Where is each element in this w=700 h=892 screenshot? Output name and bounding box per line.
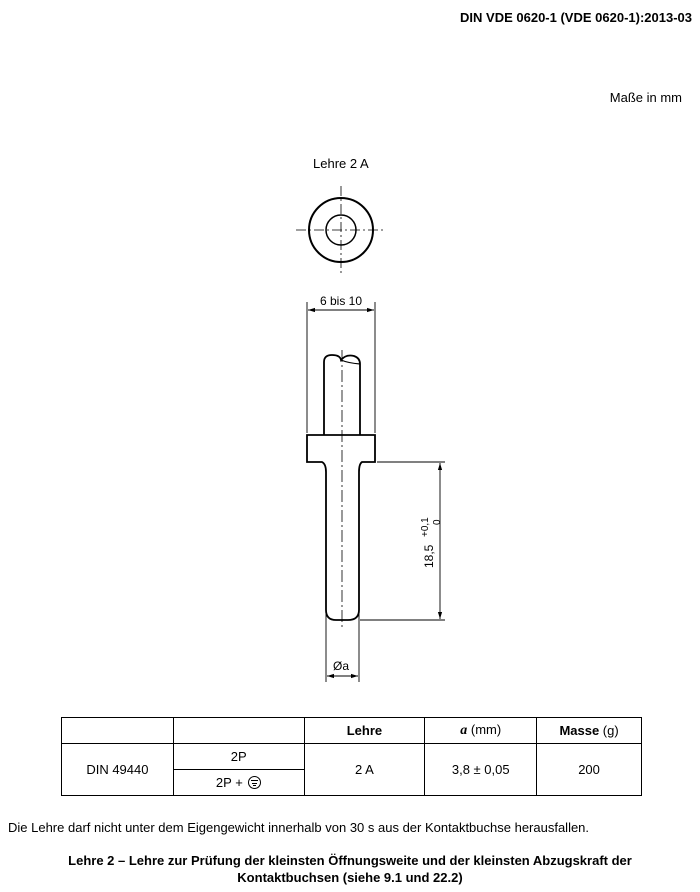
earth-ground-icon bbox=[248, 776, 261, 789]
cell-masse: 200 bbox=[537, 744, 642, 796]
standard-header: DIN VDE 0620-1 (VDE 0620-1):2013-03 bbox=[460, 10, 692, 25]
dimension-width-label: 6 bis 10 bbox=[320, 294, 363, 308]
cell-lehre: 2 A bbox=[304, 744, 425, 796]
header-a-symbol: a bbox=[460, 723, 468, 738]
gauge-side-view bbox=[307, 350, 375, 630]
dimension-diameter-label: Øa bbox=[333, 659, 350, 673]
cell-variant-2-label: 2P + bbox=[215, 775, 243, 790]
units-label: Maße in mm bbox=[609, 90, 682, 105]
tolerance-lower: 0 bbox=[432, 519, 443, 525]
header-a bbox=[425, 718, 537, 744]
header-masse-label: Masse bbox=[559, 723, 600, 738]
tolerance-upper: +0,1 bbox=[420, 517, 431, 537]
caption-line-1: Lehre 2 – Lehre zur Prüfung der kleinsten Öffnungsweite und der kleinsten Abzugskraft der bbox=[68, 853, 632, 868]
gauge-top-view bbox=[296, 186, 386, 274]
cell-standard: DIN 49440 bbox=[62, 744, 174, 796]
header-lehre: Lehre bbox=[304, 718, 425, 744]
gauge-title: Lehre 2 A bbox=[313, 156, 369, 171]
table-row bbox=[62, 744, 642, 770]
header-cell-empty-1 bbox=[62, 718, 174, 744]
header-masse bbox=[537, 718, 642, 744]
dimension-length-label: 18,5 bbox=[422, 544, 436, 568]
cell-a: 3,8 ± 0,05 bbox=[425, 744, 537, 796]
cell-variant-2 bbox=[173, 770, 304, 796]
figure-caption bbox=[0, 852, 700, 886]
header-masse-unit: (g) bbox=[599, 723, 619, 738]
header-cell-empty-2 bbox=[173, 718, 304, 744]
dimension-width bbox=[307, 302, 375, 433]
cell-variant-1: 2P bbox=[173, 744, 304, 770]
caption-line-2: Kontaktbuchsen (siehe 9.1 und 22.2) bbox=[237, 870, 463, 885]
header-a-unit: (mm) bbox=[467, 722, 502, 737]
table-header-row bbox=[62, 718, 642, 744]
spec-table bbox=[61, 717, 642, 796]
usage-note: Die Lehre darf nicht unter dem Eigengewicht innerhalb von 30 s aus der Kontaktbuchse herausfallen. bbox=[8, 820, 590, 835]
dimension-length bbox=[360, 462, 445, 620]
